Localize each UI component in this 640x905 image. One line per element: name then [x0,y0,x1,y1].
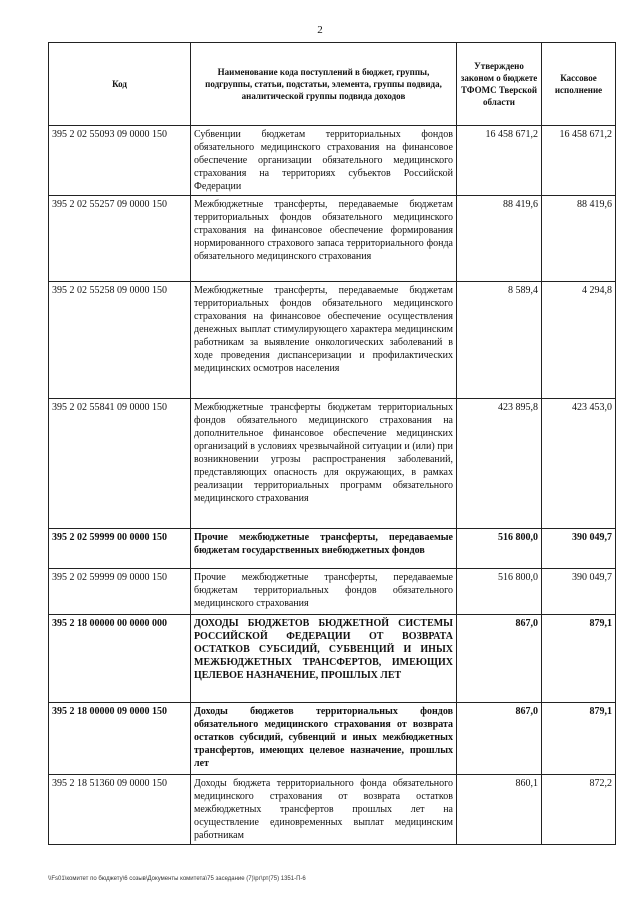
row-approved: 88 419,6 [457,196,542,282]
row-executed: 4 294,8 [542,282,616,399]
header-name: Наименование кода поступлений в бюджет, группы, подгруппы, статьи, подстатьи, элемента, группы подвида, аналитической группы подвида доходов [191,43,457,126]
row-code: 395 2 02 59999 00 0000 150 [49,529,191,569]
table-row [49,775,616,845]
header-code: Код [49,43,191,126]
table-row [49,282,616,399]
row-executed: 88 419,6 [542,196,616,282]
row-executed: 879,1 [542,703,616,775]
row-approved: 16 458 671,2 [457,126,542,196]
row-approved: 867,0 [457,703,542,775]
table-row [49,615,616,703]
row-name: Субвенции бюджетам территориальных фондов обязательного медицинского страхования на финансовое обеспечение организации обязательного медицинского страхования на территориях субъектов Российской Федерации [191,126,457,196]
row-executed: 423 453,0 [542,399,616,529]
row-executed: 872,2 [542,775,616,845]
budget-revenue-table [48,42,616,845]
row-code: 395 2 18 00000 09 0000 150 [49,703,191,775]
row-executed: 390 049,7 [542,529,616,569]
row-name: Межбюджетные трансферты, передаваемые бюджетам территориальных фондов обязательного медицинского страхования на финансовое обеспечение формирования нормированного страхового запаса территориального фонда обязательного медицинского страхования [191,196,457,282]
header-executed: Кассовое исполнение [542,43,616,126]
row-code: 395 2 02 55841 09 0000 150 [49,399,191,529]
row-code: 395 2 18 51360 09 0000 150 [49,775,191,845]
row-name: Межбюджетные трансферты бюджетам территориальных фондов обязательного медицинского страхования на дополнительное финансовое обеспечение медицинских организаций в условиях чрезвычайной ситуации и (или) при возникновении угрозы распространения заболеваний, представляющих опасность для окружающих, в рамках реализации территориальных программ обязательного медицинского страхования [191,399,457,529]
table-row [49,399,616,529]
table-header-row [49,43,616,126]
row-approved: 516 800,0 [457,569,542,615]
header-approved: Утверждено законом о бюджете ТФОМС Тверской области [457,43,542,126]
row-code: 395 2 02 55093 09 0000 150 [49,126,191,196]
row-approved: 860,1 [457,775,542,845]
footer-file-path: \\Fs01\комитет по бюджету\6 созыв\Документы комитета\75 заседание (7)\рг\рт(75) 1351-П-6 [48,876,306,882]
row-executed: 16 458 671,2 [542,126,616,196]
row-code: 395 2 02 55258 09 0000 150 [49,282,191,399]
row-code: 395 2 18 00000 00 0000 000 [49,615,191,703]
table-row [49,126,616,196]
row-approved: 516 800,0 [457,529,542,569]
table-row [49,703,616,775]
table-row [49,569,616,615]
row-code: 395 2 02 55257 09 0000 150 [49,196,191,282]
table-row [49,529,616,569]
row-name: Доходы бюджета территориального фонда обязательного медицинского страхования от возврата остатков межбюджетных трансфертов прошлых лет на осуществление единовременных выплат медицинским работникам [191,775,457,845]
row-executed: 879,1 [542,615,616,703]
row-approved: 423 895,8 [457,399,542,529]
row-name: Прочие межбюджетные трансферты, передаваемые бюджетам государственных внебюджетных фондов [191,529,457,569]
row-executed: 390 049,7 [542,569,616,615]
row-name: Доходы бюджетов территориальных фондов обязательного медицинского страхования от возврата остатков субсидий, субвенций и иных межбюджетных трансфертов, имеющих целевое назначение, прошлых лет [191,703,457,775]
row-code: 395 2 02 59999 09 0000 150 [49,569,191,615]
page-number: 2 [317,24,323,36]
row-name: ДОХОДЫ БЮДЖЕТОВ БЮДЖЕТНОЙ СИСТЕМЫ РОССИЙСКОЙ ФЕДЕРАЦИИ ОТ ВОЗВРАТА ОСТАТКОВ СУБСИДИЙ, СУБВЕНЦИЙ И ИНЫХ МЕЖБЮДЖЕТНЫХ ТРАНСФЕРТОВ, ИМЕЮЩИХ ЦЕЛЕВОЕ НАЗНАЧЕНИЕ, ПРОШЛЫХ ЛЕТ [191,615,457,703]
row-approved: 867,0 [457,615,542,703]
row-name: Межбюджетные трансферты, передаваемые бюджетам территориальных фондов обязательного медицинского страхования на финансовое обеспечение осуществления денежных выплат стимулирующего характера медицинским работникам за выявление онкологических заболеваний в ходе проведения диспансеризации и профилактических медицинских осмотров населения [191,282,457,399]
table-row [49,196,616,282]
row-approved: 8 589,4 [457,282,542,399]
row-name: Прочие межбюджетные трансферты, передаваемые бюджетам территориальных фондов обязательного медицинского страхования [191,569,457,615]
